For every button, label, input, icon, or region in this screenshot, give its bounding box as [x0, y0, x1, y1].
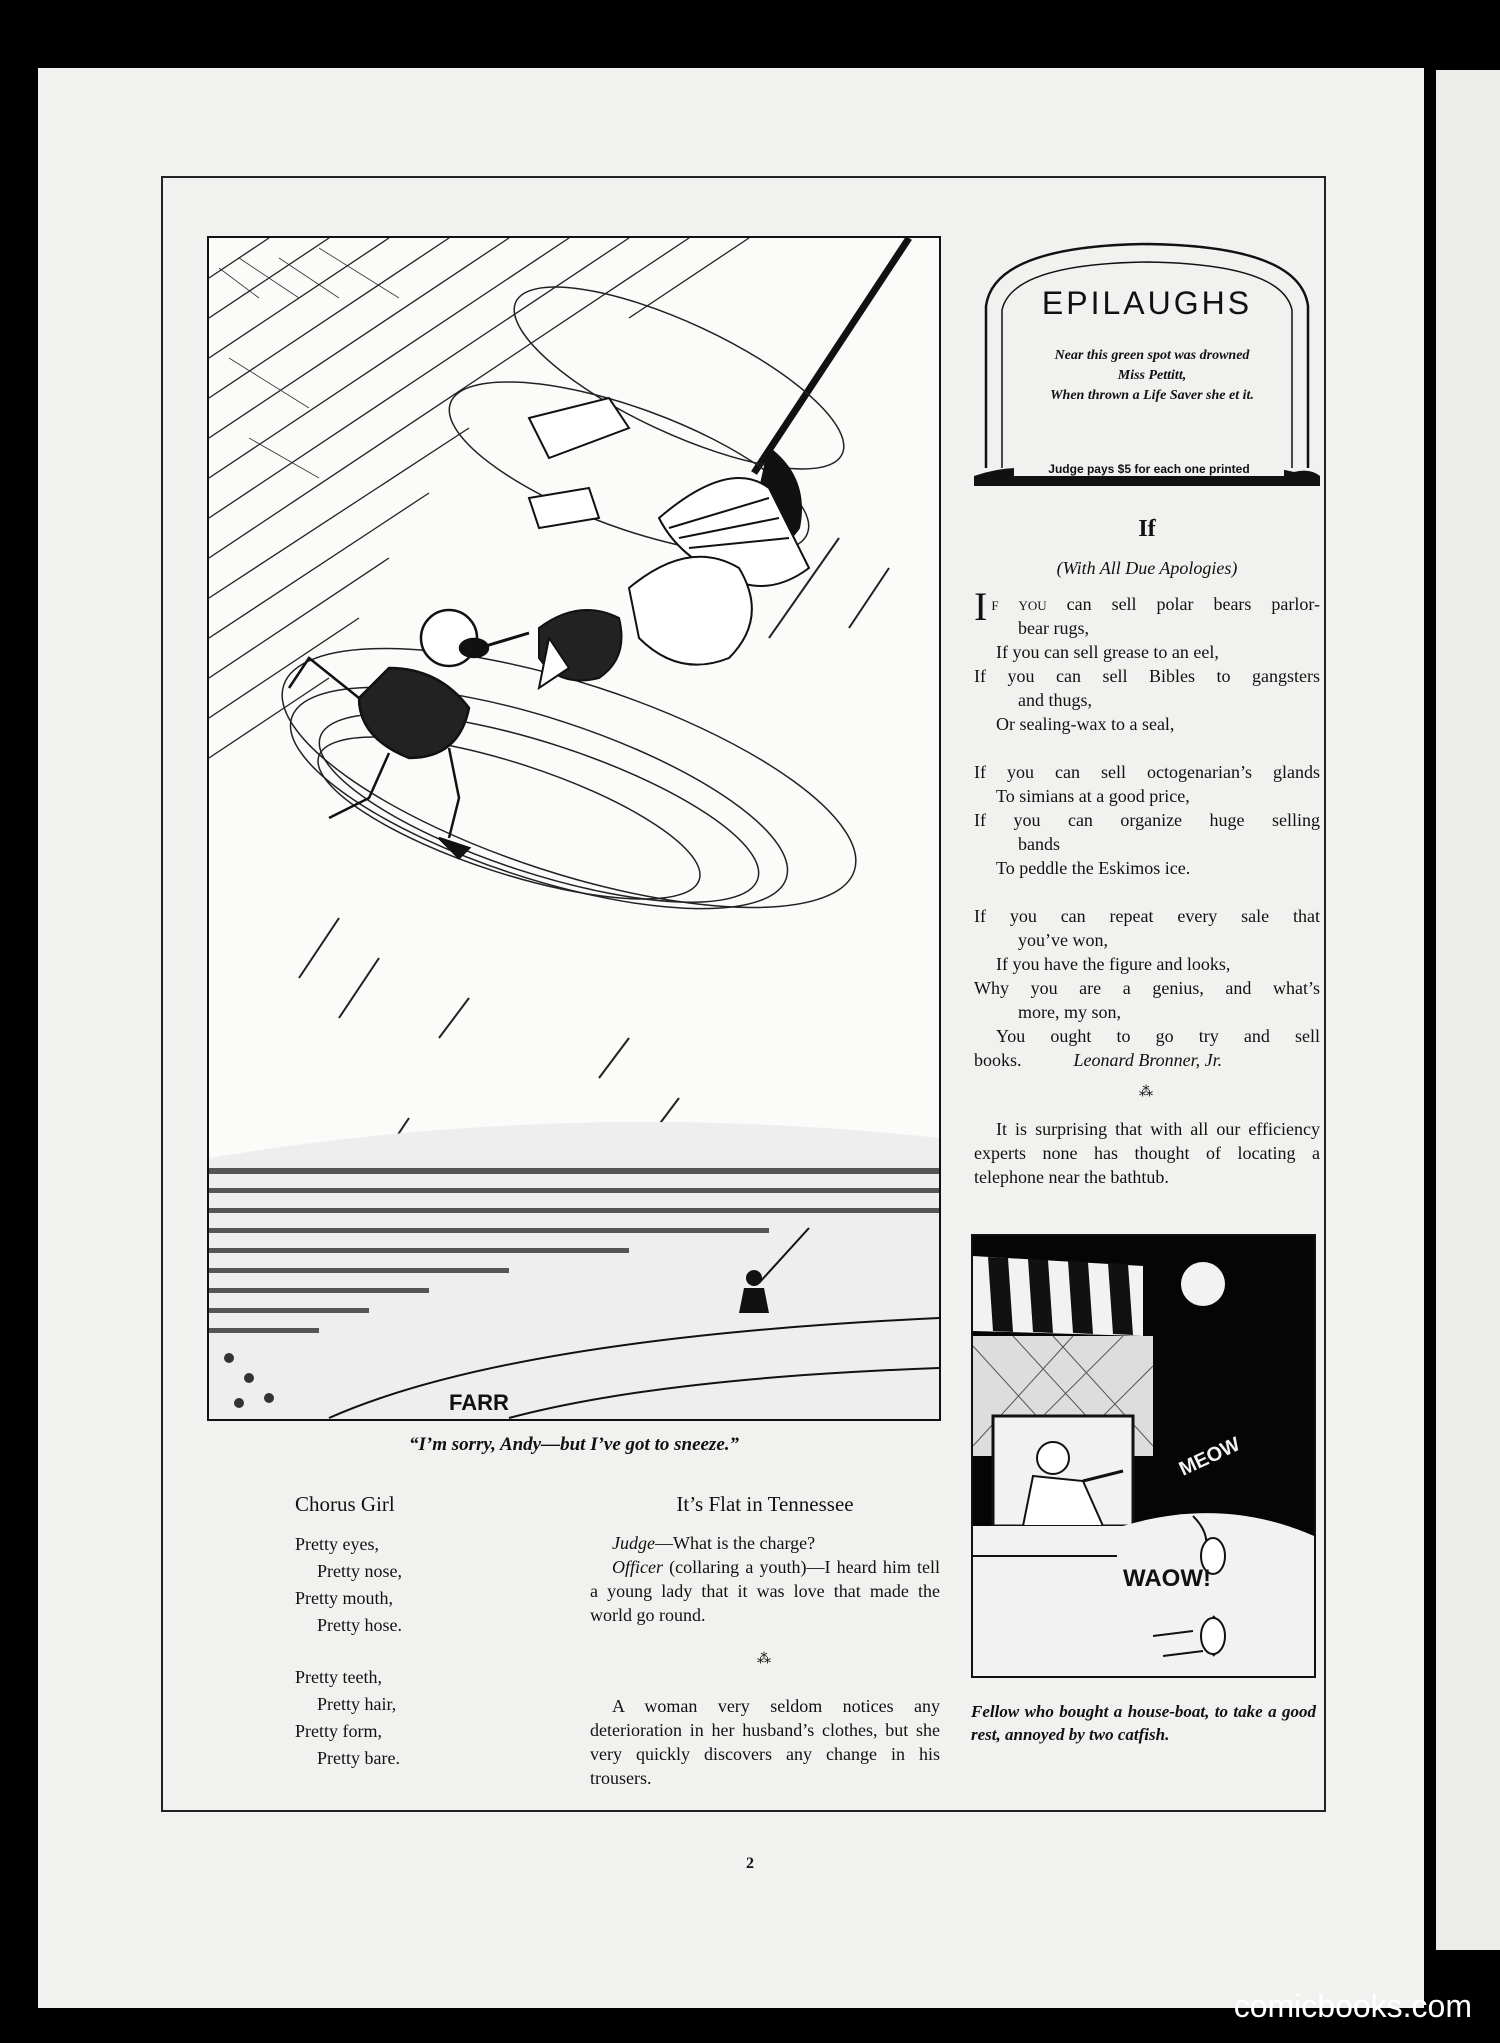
- woman-joke: A woman very seldom notices any deterioration in her husband’s clothes, but she very quickly discovers any change in his trousers.: [590, 1696, 940, 1788]
- poem-line: Why you are a genius, and what’s: [974, 978, 1320, 998]
- poem-line: Pretty hair,: [317, 1694, 397, 1714]
- poem-line: You ought to go try and sell: [996, 1026, 1320, 1046]
- poem-line: If you can sell grease to an eel,: [996, 642, 1219, 662]
- if-poem-subtitle: (With All Due Apologies): [1056, 558, 1238, 578]
- poem-line: Pretty teeth,: [295, 1667, 382, 1687]
- officer-line: [590, 1555, 940, 1627]
- judge-line: [590, 1531, 940, 1555]
- poem-line: bands: [1018, 834, 1060, 854]
- judge-speaker: Judge: [612, 1533, 655, 1553]
- poem-line: bear rugs,: [1018, 618, 1089, 638]
- poem-line: If you can organize huge selling: [974, 810, 1320, 830]
- poem-line: Pretty eyes,: [295, 1534, 379, 1554]
- poem-line: To peddle the Eskimos ice.: [996, 858, 1191, 878]
- houseboat-illustration: [973, 1236, 1314, 1676]
- tennessee-title: It’s Flat in Tennessee: [676, 1492, 854, 1516]
- poem-line: If you can sell octogenarian’s glands: [974, 762, 1320, 782]
- drop-cap: I: [974, 584, 988, 629]
- epitaph-text: [1034, 346, 1270, 406]
- poem-line-text: can sell polar bears parlor-: [1046, 594, 1320, 614]
- cartoon-caption: “I’m sorry, Andy—but I’ve got to sneeze.”: [408, 1434, 740, 1455]
- page-number: 2: [746, 1855, 754, 1872]
- adjacent-page-edge: [1436, 70, 1500, 1950]
- site-watermark: comicbooks.com: [1233, 1988, 1472, 2024]
- chorus-girl-poem: [295, 1492, 495, 1772]
- epitaph-line: When thrown a Life Saver she et it.: [1050, 388, 1254, 403]
- asterism: ⁂: [1139, 1085, 1155, 1100]
- poem-line: you’ve won,: [1018, 930, 1108, 950]
- poem-line: more, my son,: [1018, 1002, 1121, 1022]
- if-poem-body: [974, 584, 1320, 1189]
- trapeze-illustration: [209, 238, 939, 1419]
- poem-line-text: books.: [974, 1050, 1022, 1070]
- poem-line: If you can repeat every sale that: [974, 906, 1320, 926]
- officer-text: (collaring a youth)—I heard him tell a young lady that it was love that made the world go round.: [590, 1557, 940, 1625]
- tennessee-joke: [590, 1492, 940, 1790]
- chorus-girl-title: Chorus Girl: [295, 1492, 395, 1516]
- poem-line: Pretty hose.: [317, 1615, 402, 1635]
- poem-line: If you have the figure and looks,: [996, 954, 1231, 974]
- poem-line: Pretty nose,: [317, 1561, 402, 1581]
- trapeze-cartoon: [207, 236, 941, 1421]
- poem-line: Pretty form,: [295, 1721, 382, 1741]
- epitaph-line: Near this green spot was drowned: [1054, 348, 1250, 363]
- houseboat-cartoon: [971, 1234, 1316, 1678]
- cartoon-signature: FARR: [449, 1390, 509, 1415]
- officer-speaker: Officer: [612, 1557, 663, 1577]
- if-poem-title: If: [1138, 516, 1156, 542]
- epilaughs-tombstone: [974, 236, 1320, 486]
- epilaughs-heading: EPILAUGHS: [1041, 285, 1253, 321]
- right-column: [974, 236, 1320, 1187]
- poem-last-line: [974, 1048, 1320, 1072]
- poem-line: Pretty mouth,: [295, 1588, 393, 1608]
- houseboat-caption: Fellow who bought a house-boat, to take a good rest, annoyed by two catfish.: [971, 1702, 1316, 1744]
- telephone-joke: It is surprising that with all our efficiency experts none has thought of locating a telephone near the bathtub.: [974, 1119, 1320, 1187]
- poem-line: and thugs,: [1018, 690, 1092, 710]
- poem-line: Pretty bare.: [317, 1748, 400, 1768]
- epitaph-line: Miss Pettitt,: [1117, 368, 1187, 383]
- poem-smallcaps: f you: [991, 594, 1047, 614]
- poem-author: Leonard Bronner, Jr.: [1073, 1050, 1223, 1070]
- meow-sound: MEOW: [1175, 1433, 1244, 1481]
- judge-text: —What is the charge?: [654, 1533, 816, 1553]
- epilaughs-footer: Judge pays $5 for each one printed: [1014, 462, 1284, 476]
- waow-sound: WAOW!: [1123, 1565, 1211, 1592]
- poem-line: If you can sell Bibles to gangsters: [974, 666, 1320, 686]
- poem-line: Or sealing-wax to a seal,: [996, 714, 1175, 734]
- asterism: ⁂: [757, 1652, 773, 1667]
- poem-line: To simians at a good price,: [996, 786, 1190, 806]
